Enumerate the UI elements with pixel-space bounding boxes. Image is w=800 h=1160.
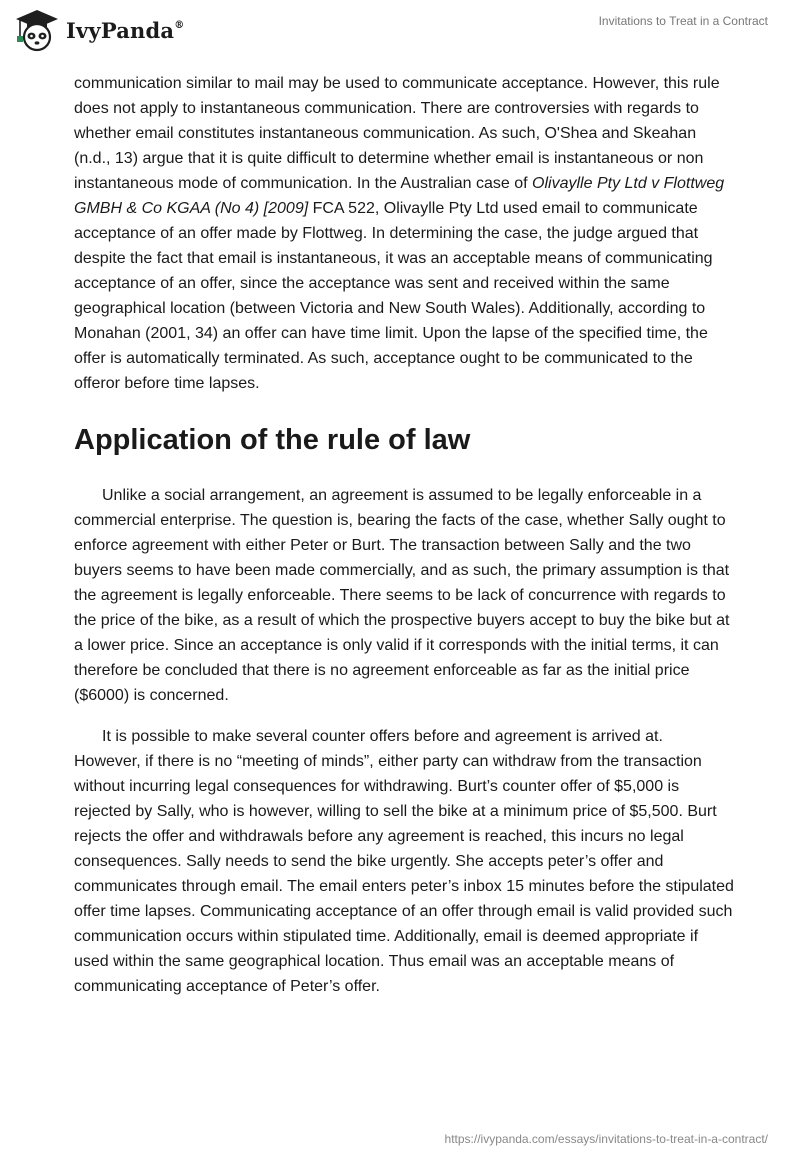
paragraph-application-2: It is possible to make several counter offers before and agreement is arrived at. However, if there is no “meeting of minds”, either party can withdraw from the transaction without incurring legal consequences for withdrawing. Burt’s counter offer of $5,000 is rejected by Sally, who is however, willing to sell the bike at a minimum price of $5,500. Burt rejects the offer and withdrawals before any agreement is reached, this incurs no legal consequences. Sally needs to send the bike urgently. She accepts peter’s offer and communicates through email. The email enters peter’s inbox 15 minutes before the stipulated offer time lapses. Communicating acceptance of an offer through email is valid provided such communication occurs within stipulated time. Additionally, email is deemed appropriate if used within the same geographical location. Thus email was an acceptable means of communicating acceptance of Peter’s offer. xyxy=(74,728,734,995)
source-url[interactable]: https://ivypanda.com/essays/invitations-to-treat-in-a-contract/ xyxy=(444,1132,768,1146)
section-heading: Application of the rule of law xyxy=(74,424,471,456)
brand-name: IvyPanda® xyxy=(66,17,185,43)
brand-logo[interactable] xyxy=(14,8,184,52)
document-title: Invitations to Treat in a Contract xyxy=(598,14,768,28)
case-citation: Olivaylle Pty Ltd v Flottweg GMBH & Co KGAA (No 4) [2009] xyxy=(74,175,725,217)
paragraph-continued: communication similar to mail may be used to communicate acceptance. However, this rule does not apply to instantaneous communication. There are controversies with regards to whether email constitutes instantaneous communication. As such, O'Shea and Skeahan (n.d., 13) argue that it is quite difficult to determine whether email is instantaneous or non instantaneous mode of communication. In the Australian case of Olivaylle Pty Ltd v Flottweg GMBH & Co KGAA (No 4) [2009] FCA 522, Olivaylle Pty Ltd used email to communicate acceptance of an offer made by Flottweg. In determining the case, the judge argued that despite the fact that email is instantaneous, it was an acceptable means of communicating acceptance of an offer, since the acceptance was sent and received within the same geographical location (between Victoria and New South Wales). Additionally, according to Monahan (2001, 34) an offer can have time limit. Upon the lapse of the specified time, the offer is automatically terminated. As such, acceptance ought to be communicated to the offeror before time lapses. xyxy=(74,75,725,392)
article-body xyxy=(74,71,734,999)
paragraph-application-1: Unlike a social arrangement, an agreement is assumed to be legally enforceable in a commercial enterprise. The question is, bearing the facts of the case, whether Sally ought to enforce agreement with either Peter or Burt. The transaction between Sally and the two buyers seems to have been made commercially, and as such, the primary assumption is that the agreement is legally enforceable. There seems to be lack of concurrence with regards to the price of the bike, as a result of which the prospective buyers accept to buy the bike but at a lower price. Since an acceptance is only valid if it corresponds with the initial terms, it can therefore be concluded that there is no agreement enforceable as far as the initial price ($6000) is concerned. xyxy=(74,487,730,704)
page-header xyxy=(0,0,800,70)
panda-graduate-icon xyxy=(14,8,60,52)
